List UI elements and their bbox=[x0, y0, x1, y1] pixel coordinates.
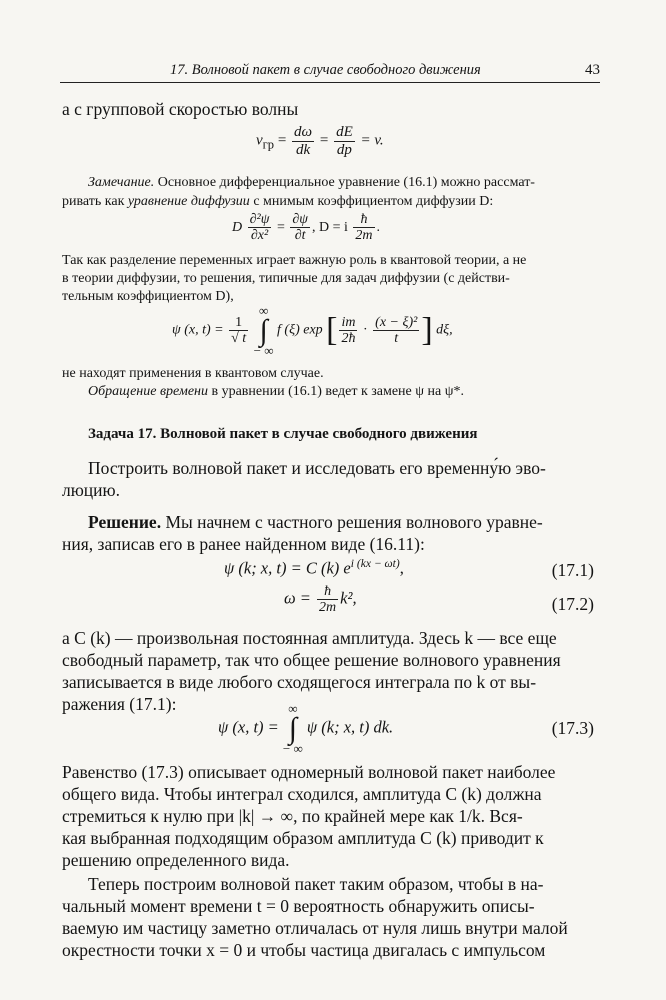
integral bbox=[254, 304, 274, 357]
formula-text: ∂ψ bbox=[292, 212, 308, 227]
fraction bbox=[292, 124, 314, 158]
text-line: в теории диффузии, то решения, типичные для задач диффузии (с действи- bbox=[62, 271, 510, 286]
formula-text: dp bbox=[336, 141, 352, 158]
text-line: кая выбранная подходящим образом амплитуда C (k) приводит к bbox=[62, 828, 544, 848]
text-line: решению определенного вида. bbox=[62, 850, 290, 870]
text-line: не находят применения в квантовом случае. bbox=[62, 366, 324, 381]
formula-text: ∂t bbox=[294, 228, 306, 244]
formula-text: D bbox=[232, 220, 243, 236]
text-line: записывается в виде любого сходящегося интеграла по k от вы- bbox=[62, 672, 537, 692]
text-run: в уравнении (16.1) ведет к замене ψ на ψ*. bbox=[207, 384, 464, 399]
formula-text: ∂x² bbox=[250, 228, 269, 244]
text-line: ражения (17.1): bbox=[62, 694, 177, 714]
formula-text: − ∞ bbox=[282, 741, 303, 756]
text-run: ривать как bbox=[62, 194, 128, 209]
equation-number: (17.1) bbox=[551, 560, 594, 580]
equation-number: (17.2) bbox=[551, 594, 594, 614]
formula-text: гр bbox=[262, 137, 275, 152]
solution-label: Решение. bbox=[88, 512, 162, 532]
formula-diffusion-solution: ψ (x, t) = $\frac{1}{√ t}$ ∞ ∫ − ∞ f (ξ) exp [ $\frac{im}{2ħ}$ · $\frac{\text{(x − ξ)²}}{t}$ ] dξ, bbox=[172, 303, 453, 358]
formula-group-velocity bbox=[256, 124, 384, 158]
formula-text: i (kx − ωt) bbox=[350, 558, 400, 570]
fraction bbox=[334, 124, 355, 158]
formula-text: ∞ bbox=[288, 701, 298, 716]
integral-sign-icon: ∫ bbox=[288, 712, 297, 745]
formula-text: ∞ bbox=[258, 303, 269, 318]
fraction bbox=[229, 315, 248, 347]
formula-text: k², bbox=[340, 588, 357, 608]
fraction bbox=[339, 315, 357, 347]
text-line: а с групповой скоростью волны bbox=[62, 99, 299, 119]
text-line: Так как разделение переменных играет важную роль в квантовой теории, а не bbox=[62, 253, 527, 268]
text-line: Теперь построим волновой пакет таким образом, чтобы в на- bbox=[88, 874, 544, 894]
formula-text: = bbox=[274, 132, 291, 149]
text-line: чальный момент времени t = 0 вероятность обнаружить описы- bbox=[62, 896, 535, 916]
running-head-title: 17. Волновой пакет в случае свободного движения bbox=[170, 62, 481, 78]
text-run: с мнимым коэффициентом диффузии D: bbox=[249, 194, 494, 209]
text-line: общего вида. Чтобы интеграл сходился, амплитуда C (k) должна bbox=[62, 784, 542, 804]
text-run: Обращение времени bbox=[88, 384, 208, 399]
text-line: стремиться к нулю при |k| → ∞, по крайней мере как 1/k. Вся- bbox=[62, 806, 523, 826]
equation-number: (17.3) bbox=[551, 718, 594, 738]
formula-text: dE bbox=[336, 124, 353, 140]
formula-text: ħ bbox=[353, 212, 374, 228]
formula-text: t bbox=[394, 331, 399, 346]
fraction bbox=[290, 212, 310, 244]
text-run: Мы начнем с частного решения волнового уравне- bbox=[161, 512, 543, 532]
running-head bbox=[60, 62, 600, 83]
formula-text: 1 bbox=[229, 315, 248, 331]
formula-text: ħ bbox=[317, 584, 338, 600]
equation-17-3 bbox=[218, 702, 393, 755]
formula-text: , bbox=[399, 558, 404, 578]
formula-text: ψ (x, t) = bbox=[172, 322, 224, 338]
equation-17-1 bbox=[224, 558, 404, 579]
text-line: Построить волновой пакет и исследовать его временну́ю эво- bbox=[88, 458, 546, 478]
integral-sign-icon: ∫ bbox=[259, 314, 268, 347]
fraction bbox=[373, 315, 419, 347]
formula-text: ψ (x, t) = bbox=[218, 717, 279, 737]
remark-label: Замечание. bbox=[88, 175, 155, 190]
text-line: Равенство (17.3) описывает одномерный волновой пакет наиболее bbox=[62, 762, 556, 782]
integral bbox=[283, 702, 303, 755]
formula-text: 2m bbox=[355, 228, 373, 244]
formula-text: im bbox=[341, 314, 356, 330]
text-line: свободный параметр, так что общее решение волнового уравнения bbox=[62, 650, 561, 670]
task-heading: Задача 17. Волновой пакет в случае свободного движения bbox=[88, 426, 478, 442]
text-line: ния, записав его в ранее найденном виде (16.11): bbox=[62, 534, 425, 554]
text-line: окрестности точки x = 0 и чтобы частица двигалась с импульсом bbox=[62, 940, 546, 960]
formula-text: ω = bbox=[284, 588, 311, 608]
formula-text: 2ħ bbox=[341, 331, 356, 346]
formula-text: = v. bbox=[356, 132, 384, 149]
formula-text: . bbox=[376, 220, 380, 236]
fraction bbox=[353, 212, 374, 244]
formula-text: ∂²ψ bbox=[249, 212, 270, 227]
text-line: ваемую им частицу заметно отличалась от нуля лишь внутри малой bbox=[62, 918, 568, 938]
text-run: Основное дифференциальное уравнение (16.1) можно рассмат- bbox=[154, 175, 535, 190]
text-line: а C (k) — произвольная постоянная амплитуда. Здесь k — все еще bbox=[62, 628, 557, 648]
formula-text: , D = i bbox=[311, 220, 348, 236]
page-number: 43 bbox=[585, 62, 600, 78]
text-line bbox=[88, 512, 543, 533]
text-line: люцию. bbox=[62, 480, 120, 500]
text-line: тельным коэффициентом D), bbox=[62, 289, 234, 304]
formula-text: dk bbox=[295, 141, 311, 158]
formula-diffusion: D $\frac{\text{∂²ψ}}{\text{∂x²}}$ = $\frac{\partial\psi}{\partial t}$ , D = i $\frac{ħ}{2m}$ . bbox=[232, 212, 380, 244]
formula-text: v bbox=[256, 132, 263, 149]
fraction bbox=[248, 212, 272, 244]
bracket-icon: ] bbox=[421, 311, 433, 349]
formula-text: ψ (k; x, t) dk. bbox=[306, 717, 394, 737]
formula-text: (x − ξ)² bbox=[375, 314, 418, 330]
formula-text: dξ, bbox=[436, 322, 453, 338]
remark-line bbox=[88, 175, 535, 191]
formula-text: − ∞ bbox=[253, 343, 274, 358]
bracket-icon: [ bbox=[326, 311, 338, 349]
text-run: уравнение диффузии bbox=[127, 194, 250, 209]
fraction bbox=[317, 584, 338, 616]
formula-text: = bbox=[316, 132, 333, 149]
formula-text: 2m bbox=[319, 600, 337, 616]
formula-text: √ t bbox=[231, 331, 247, 346]
remark-line bbox=[62, 194, 493, 210]
equation-17-2 bbox=[284, 584, 357, 616]
formula-text: ψ (k; x, t) = C (k) e bbox=[224, 558, 351, 578]
formula-text: f (ξ) exp bbox=[277, 322, 323, 338]
formula-text: dω bbox=[294, 124, 313, 140]
text-line bbox=[88, 384, 464, 400]
